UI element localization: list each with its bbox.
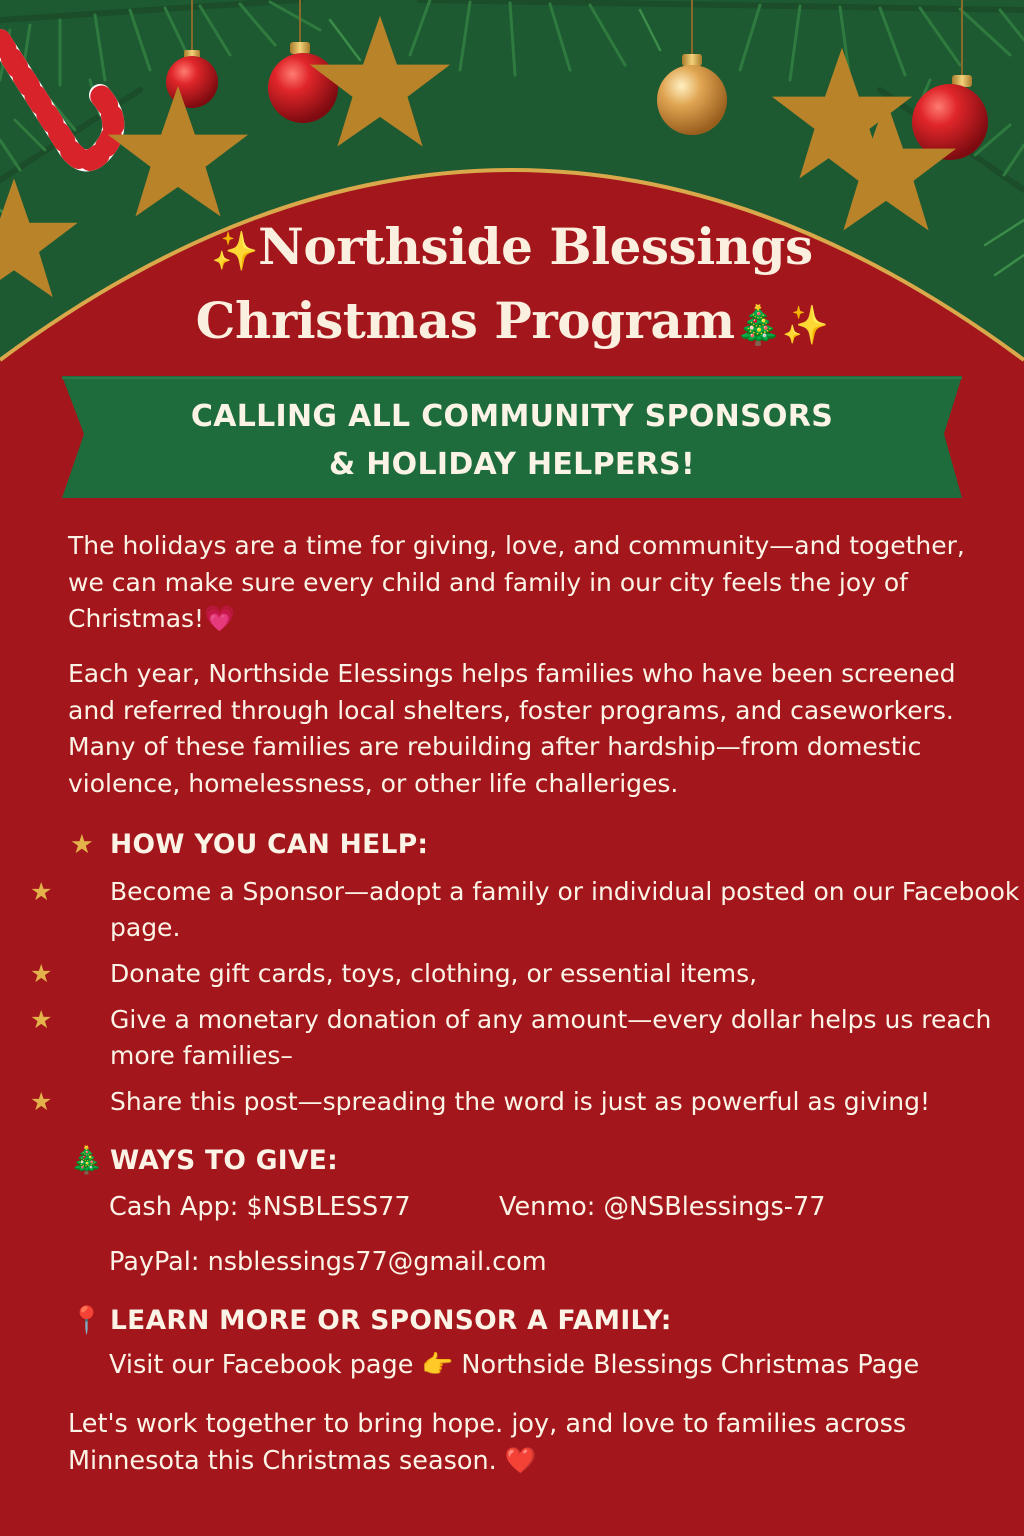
help-item-text: Become a Sponsor—adopt a family or individual posted on our Facebook page. bbox=[110, 877, 1020, 942]
title-line-2: Christmas Program bbox=[195, 291, 735, 350]
give-heading-text: WAYS TO GIVE: bbox=[110, 1145, 339, 1176]
visit-text: Visit our Facebook page bbox=[109, 1350, 414, 1380]
banner-callout bbox=[0, 393, 1024, 489]
sparkle-icon: ✨ bbox=[781, 302, 829, 347]
venmo-handle: Venmo: @NSBlessings-77 bbox=[499, 1192, 826, 1222]
learn-heading-text: LEARN MORE OR SPONSOR A FAMILY: bbox=[110, 1305, 672, 1336]
star-icon: ★ bbox=[70, 829, 95, 860]
intro-text-1: The holidays are a time for giving, love, and community—and together, we can make sure every child and family in our city feels the joy of Christmas! bbox=[68, 531, 965, 633]
pink-heart-icon: 💗 bbox=[204, 604, 236, 633]
cashapp-handle: Cash App: $NSBLESS77 bbox=[109, 1192, 411, 1222]
list-item bbox=[30, 874, 1024, 946]
list-item bbox=[30, 1084, 1024, 1120]
banner-line-2: & HOLIDAY HELPERS! bbox=[329, 447, 695, 482]
closing-paragraph bbox=[68, 1406, 998, 1479]
christmas-tree-icon: 🎄 bbox=[70, 1145, 104, 1176]
paypal-email: PayPal: nsblessings77@gmail.com bbox=[109, 1247, 547, 1277]
intro-paragraph-1 bbox=[68, 528, 998, 638]
help-item-text: Donate gift cards, toys, clothing, or essential items, bbox=[110, 959, 758, 988]
red-heart-icon: ❤️ bbox=[504, 1445, 537, 1476]
help-item-text: Share this post—spreading the word is just as powerful as giving! bbox=[110, 1087, 930, 1116]
list-item bbox=[30, 1002, 1024, 1074]
facebook-page-line bbox=[109, 1348, 919, 1382]
closing-text: Let's work together to bring hope. joy, and love to families across Minnesota this Christmas season. bbox=[68, 1409, 907, 1476]
learn-more-heading bbox=[70, 1304, 672, 1338]
star-icon: ★ bbox=[30, 959, 53, 988]
star-icon: ★ bbox=[30, 1087, 53, 1116]
title-line-1: Northside Blessings bbox=[258, 217, 813, 276]
sparkle-icon: ✨ bbox=[211, 228, 259, 273]
page-title bbox=[0, 212, 1024, 360]
facebook-page-link[interactable]: Northside Blessings Christmas Page bbox=[461, 1350, 920, 1380]
location-pin-icon: 📍 bbox=[70, 1305, 104, 1336]
list-item bbox=[30, 956, 1024, 992]
star-icon: ★ bbox=[30, 1005, 53, 1034]
ways-to-give-heading bbox=[70, 1144, 338, 1178]
pointing-hand-icon: 👉 bbox=[421, 1350, 454, 1380]
help-heading-text: HOW YOU CAN HELP: bbox=[110, 829, 429, 860]
christmas-tree-icon: 🎄 bbox=[734, 302, 782, 347]
star-icon: ★ bbox=[30, 877, 53, 906]
how-you-can-help-heading bbox=[70, 828, 428, 862]
intro-paragraph-2: Each year, Northside Elessings helps families who have been screened and referred through local shelters, foster programs, and caseworkers. Many of these families are rebuilding after hardship—from domestic violence, homelessness, or other life challeriges. bbox=[68, 659, 956, 798]
banner-line-1: CALLING ALL COMMUNITY SPONSORS bbox=[190, 399, 834, 434]
help-item-text: Give a monetary donation of any amount—every dollar helps us reach more families– bbox=[110, 1005, 992, 1070]
